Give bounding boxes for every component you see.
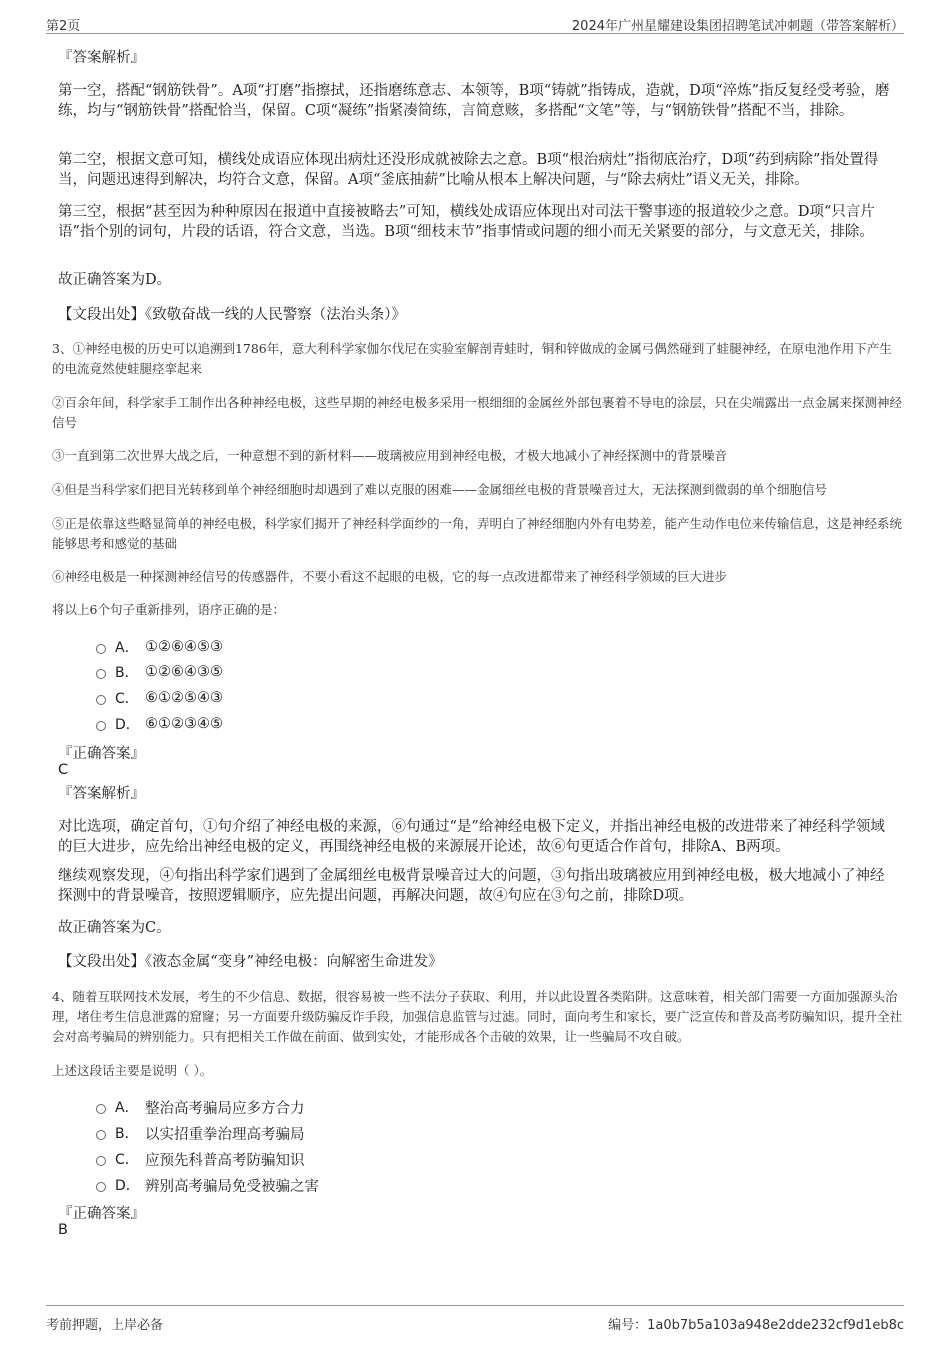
document-id: 编号：1a0b7b5a103a948e2dde232cf9d1eb8c (608, 1318, 904, 1333)
analysis-paragraph: 对比选项，确定首句，①句介绍了神经电极的来源，⑥句通过“是”给神经电极下定义，并指出神经电极的改进带来了神经科学领域的巨大进步，应先给出神经电极的定义，再围绕神经电极的来源展开论述，故⑥句更适合作首句，排除A、B两项。 (58, 819, 885, 855)
analysis-paragraph: 第二空，根据文意可知，横线处成语应体现出病灶还没形成就被除去之意。B项“根治病灶”指彻底治疗，D项“药到病除”指处置得当，问题迅速得到解决，均符合文意，保留。A项“釜底抽薪”比喻从根本上解决问题，与“除去病灶”语义无关，排除。 (58, 152, 879, 188)
option-a[interactable]: A． 整治高考骗局应多方合力 (96, 1096, 305, 1118)
analysis-paragraph: 第三空，根据“甚至因为种种原因在报道中直接被略去”可知，横线处成语应体现出对司法干警事迹的报道较少之意。D项“只言片语”指个别的词句，片段的话语，符合文意，当选。B项“细枝末节”指事情或问题的细小而无关紧要的部分，与文意无关，排除。 (58, 204, 875, 240)
option-c[interactable]: C． 应预先科普高考防骗知识 (96, 1148, 305, 1170)
question-prompt: 上述这段话主要是说明（ ）。 (52, 1063, 213, 1078)
radio-icon[interactable] (96, 1130, 106, 1140)
option-d[interactable]: D． 辨别高考骗局免受被骗之害 (96, 1174, 319, 1196)
conclusion: 故正确答案为C。 (58, 920, 171, 936)
document-title: 2024年广州星耀建设集团招聘笔试冲刺题（带答案解析） (571, 19, 904, 34)
option-d[interactable]: D． ⑥①②③④⑤ (96, 713, 223, 735)
question-sentence: ②百余年间，科学家手工制作出各种神经电极，这些早期的神经电极多采用一根细细的金属丝外部包裹着不导电的涂层，只在尖端露出一点金属来探测神经信号 (52, 395, 903, 430)
analysis-paragraph: 继续观察发现，④句指出科学家们遇到了金属细丝电极背景噪音过大的问题，③句指出玻璃被应用到神经电极，极大地减小了神经探测中的背景噪音，按照逻辑顺序，应先提出问题，再解决问题，故④句应在③句之前，排除D项。 (58, 868, 885, 904)
analysis-label: 『答案解析』 (58, 50, 145, 66)
page-footer (46, 1305, 904, 1336)
answer-label: 『正确答案』 (58, 746, 145, 762)
radio-icon[interactable] (96, 669, 106, 679)
option-b[interactable]: B． ①②⑥④③⑤ (96, 661, 223, 683)
question-text: 4、随着互联网技术发展，考生的不少信息、数据，很容易被一些不法分子获取、利用，并以此设置各类陷阱。这意味着，相关部门需要一方面加强源头治理，堵住考生信息泄露的窟窿；另一方面要升级防骗反诈手段，加强信息监管与过滤。同时，面向考生和家长，要广泛宣传和普及高考防骗知识，提升全社会对高考骗局的辨别能力。只有把相关工作做在前面、做到实处，才能形成各个击破的效果，让一些骗局不攻自破。 (52, 989, 903, 1044)
radio-icon[interactable] (96, 1182, 106, 1192)
question-prompt: 将以上6个句子重新排列，语序正确的是： (52, 602, 285, 617)
footer-slogan: 考前押题，上岸必备 (46, 1318, 164, 1333)
radio-icon[interactable] (96, 695, 106, 705)
correct-answer: C (58, 762, 69, 778)
question-sentence: ③一直到第二次世界大战之后，一种意想不到的新材料——玻璃被应用到神经电极，才极大地减小了神经探测中的背景噪音 (52, 448, 728, 463)
page-number: 第2页 (46, 19, 81, 34)
radio-icon[interactable] (96, 644, 106, 654)
analysis-paragraph: 第一空，搭配“钢筋铁骨”。A项“打磨”指擦拭，还指磨练意志、本领等，B项“铸就”指铸成，造就，D项“淬炼”指反复经受考验，磨练，均与“钢筋铁骨”搭配恰当，保留。C项“凝练”指紧凑简练，言简意赅，多搭配“文笔”等，与“钢筋铁骨”搭配不当，排除。 (58, 83, 890, 119)
question-sentence: ⑤正是依靠这些略显简单的神经电极，科学家们揭开了神经科学面纱的一角，弄明白了神经细胞内外有电势差，能产生动作电位来传输信息，这是神经系统能够思考和感觉的基础 (52, 516, 903, 551)
radio-icon[interactable] (96, 721, 106, 731)
question-sentence: 3、①神经电极的历史可以追溯到1786年，意大利科学家伽尔伐尼在实验室解剖青蛙时，铜和锌做成的金属弓偶然碰到了蛙腿神经，在原电池作用下产生的电流竟然使蛙腿痉挛起来 (52, 341, 892, 376)
radio-icon[interactable] (96, 1156, 106, 1166)
option-c[interactable]: C． ⑥①②⑤④③ (96, 687, 223, 709)
question-sentence: ⑥神经电极是一种探测神经信号的传感器件，不要小看这不起眼的电极，它的每一点改进都带来了神经科学领域的巨大进步 (52, 569, 728, 584)
source-citation: 【文段出处】《液态金属“变身”神经电极：向解密生命进发》 (58, 954, 443, 970)
conclusion: 故正确答案为D。 (58, 272, 172, 288)
page-header (46, 13, 904, 34)
answer-label: 『正确答案』 (58, 1206, 145, 1222)
correct-answer: B (58, 1222, 68, 1238)
radio-icon[interactable] (96, 1104, 106, 1114)
question-sentence: ④但是当科学家们把目光转移到单个神经细胞时却遇到了难以克服的困难——金属细丝电极的背景噪音过大，无法探测到微弱的单个细胞信号 (52, 482, 828, 497)
option-b[interactable]: B． 以实招重拳治理高考骗局 (96, 1122, 305, 1144)
source-citation: 【文段出处】《致敬奋战一线的人民警察（法治头条）》 (58, 307, 406, 323)
analysis-label: 『答案解析』 (58, 786, 145, 802)
option-a[interactable]: A． ①②⑥④⑤③ (96, 636, 223, 658)
